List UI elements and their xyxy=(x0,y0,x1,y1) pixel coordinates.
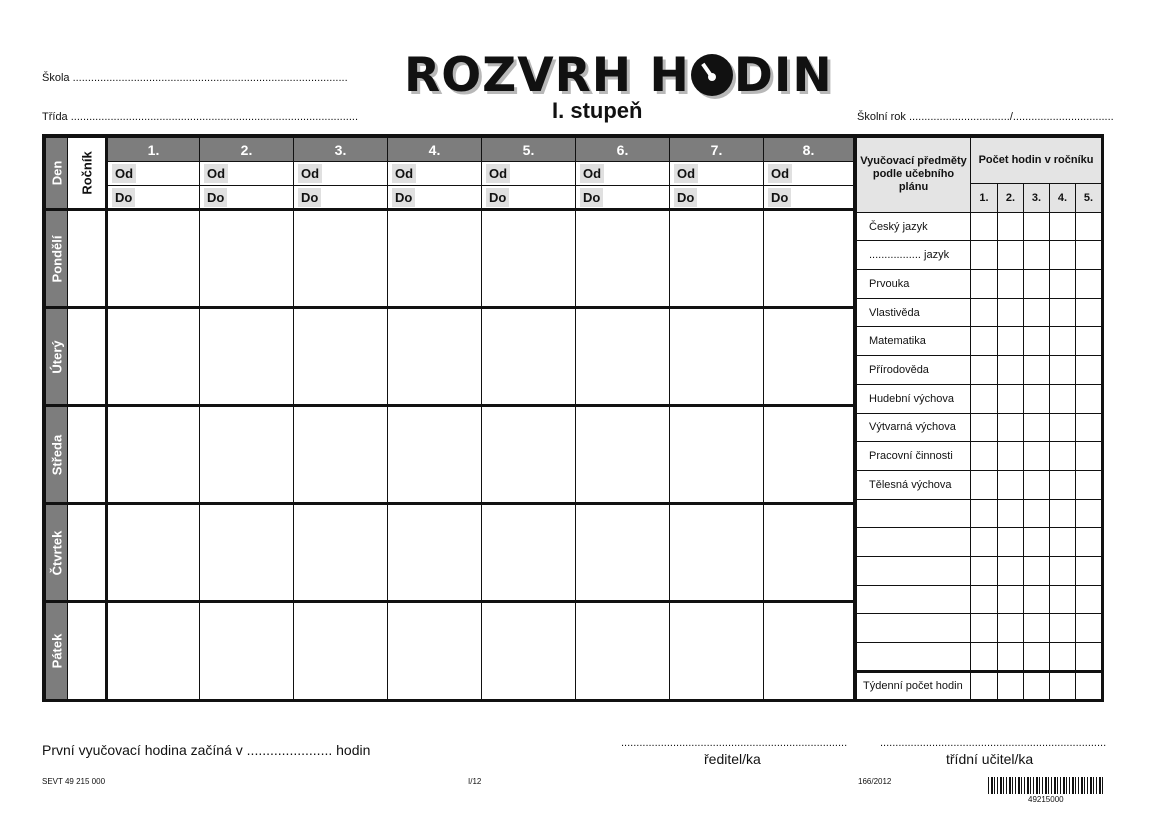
hours-cell[interactable] xyxy=(971,356,998,385)
hours-cell[interactable] xyxy=(1024,356,1050,385)
lesson-cell[interactable] xyxy=(294,504,388,602)
hours-cell[interactable] xyxy=(1024,442,1050,471)
hours-cell[interactable] xyxy=(971,585,998,614)
hours-cell[interactable] xyxy=(971,614,998,643)
period-5: 5. xyxy=(482,138,576,162)
hours-cell[interactable] xyxy=(998,413,1024,442)
hours-cell[interactable] xyxy=(998,442,1024,471)
hours-cell[interactable] xyxy=(1050,270,1076,299)
to-cell[interactable]: Do xyxy=(107,186,200,210)
day-label-wednesday: Středa xyxy=(46,406,68,504)
weekly-total-label: Týdenní počet hodin xyxy=(857,671,971,700)
hours-cell[interactable] xyxy=(998,327,1024,356)
hours-cell[interactable] xyxy=(998,270,1024,299)
period-7: 7. xyxy=(670,138,764,162)
lesson-cell[interactable] xyxy=(482,602,576,700)
hours-cell[interactable] xyxy=(1076,556,1102,585)
subject-row xyxy=(857,470,1102,499)
hours-cell[interactable] xyxy=(1050,643,1076,672)
hours-cell[interactable] xyxy=(1050,327,1076,356)
hours-cell[interactable] xyxy=(998,470,1024,499)
subject-row xyxy=(857,585,1102,614)
hours-cell[interactable] xyxy=(998,384,1024,413)
school-year-field: Školní rok ................................./................................. xyxy=(857,111,1114,123)
subject-row xyxy=(857,356,1102,385)
hours-cell[interactable] xyxy=(971,384,998,413)
class-field: Třída .............................................................................................. xyxy=(42,111,359,123)
hours-cell[interactable] xyxy=(1076,413,1102,442)
lesson-cell[interactable] xyxy=(764,308,854,406)
subject-name[interactable] xyxy=(857,528,971,557)
lesson-cell[interactable] xyxy=(482,406,576,504)
page-subtitle: I. stupeň xyxy=(552,98,643,123)
hours-cell[interactable] xyxy=(1024,241,1050,270)
grade-cell[interactable] xyxy=(68,602,107,700)
lesson-cell[interactable] xyxy=(294,602,388,700)
hours-cell[interactable] xyxy=(1076,384,1102,413)
subject-name: Prvouka xyxy=(857,270,971,299)
lesson-cell[interactable] xyxy=(576,504,670,602)
subject-row xyxy=(857,212,1102,241)
hours-cell[interactable] xyxy=(1076,356,1102,385)
clock-icon xyxy=(691,54,733,96)
subject-name: ................. jazyk xyxy=(857,241,971,270)
hours-cell[interactable] xyxy=(998,643,1024,672)
to-cell[interactable]: Do xyxy=(200,186,294,210)
subject-row xyxy=(857,614,1102,643)
barcode-number: 49215000 xyxy=(1028,795,1064,804)
first-lesson-line: První vyučovací hodina začíná v ...................... hodin xyxy=(42,742,371,758)
grade-1-header: 1. xyxy=(971,184,998,213)
lesson-cell[interactable] xyxy=(388,210,482,308)
hours-cell[interactable] xyxy=(971,241,998,270)
grade-4-header: 4. xyxy=(1050,184,1076,213)
day-row-monday xyxy=(46,210,854,308)
hours-cell[interactable] xyxy=(1076,241,1102,270)
subject-row xyxy=(857,413,1102,442)
hours-cell[interactable] xyxy=(1024,298,1050,327)
to-cell[interactable]: Do xyxy=(482,186,576,210)
subject-row xyxy=(857,499,1102,528)
from-cell[interactable]: Od xyxy=(482,162,576,186)
lesson-cell[interactable] xyxy=(200,308,294,406)
from-cell[interactable]: Od xyxy=(764,162,854,186)
hours-cell[interactable] xyxy=(1050,241,1076,270)
period-3: 3. xyxy=(294,138,388,162)
grade-cell[interactable] xyxy=(68,406,107,504)
from-cell[interactable]: Od xyxy=(576,162,670,186)
hours-cell[interactable] xyxy=(1076,470,1102,499)
hours-cell[interactable] xyxy=(1076,528,1102,557)
hours-cell[interactable] xyxy=(998,298,1024,327)
subject-row xyxy=(857,384,1102,413)
hours-cell[interactable] xyxy=(1050,356,1076,385)
hours-cell[interactable] xyxy=(971,327,998,356)
from-cell[interactable]: Od xyxy=(670,162,764,186)
hours-cell[interactable] xyxy=(971,499,998,528)
approval-code: 166/2012 xyxy=(858,777,892,786)
subject-name: Matematika xyxy=(857,327,971,356)
day-label-thursday: Čtvrtek xyxy=(46,504,68,602)
hours-cell[interactable] xyxy=(971,298,998,327)
lesson-cell[interactable] xyxy=(764,210,854,308)
title-part-1: ROZVRH H xyxy=(404,48,690,103)
hours-cell[interactable] xyxy=(1024,212,1050,241)
to-cell[interactable]: Do xyxy=(576,186,670,210)
hours-cell[interactable] xyxy=(998,356,1024,385)
lesson-cell[interactable] xyxy=(670,406,764,504)
lesson-cell[interactable] xyxy=(388,406,482,504)
grade-2-header: 2. xyxy=(998,184,1024,213)
hours-cell[interactable] xyxy=(971,528,998,557)
lesson-cell[interactable] xyxy=(107,504,200,602)
lesson-cell[interactable] xyxy=(576,308,670,406)
lesson-cell[interactable] xyxy=(200,602,294,700)
lesson-cell[interactable] xyxy=(388,308,482,406)
subjects-grid xyxy=(853,134,1104,702)
teacher-signature-line: .......................................................................... xyxy=(880,737,1107,749)
lesson-cell[interactable] xyxy=(670,210,764,308)
product-code: SEVT 49 215 000 xyxy=(42,777,106,786)
hours-cell[interactable] xyxy=(1076,614,1102,643)
subject-row xyxy=(857,241,1102,270)
period-1: 1. xyxy=(107,138,200,162)
period-2: 2. xyxy=(200,138,294,162)
hours-cell[interactable] xyxy=(1050,298,1076,327)
hours-cell[interactable] xyxy=(971,270,998,299)
barcode-icon xyxy=(988,777,1104,794)
hours-cell[interactable] xyxy=(1050,499,1076,528)
to-cell[interactable]: Do xyxy=(764,186,854,210)
hours-cell[interactable] xyxy=(1050,585,1076,614)
day-row-tuesday xyxy=(46,308,854,406)
hours-cell[interactable] xyxy=(998,241,1024,270)
hours-cell[interactable] xyxy=(1024,327,1050,356)
lesson-cell[interactable] xyxy=(670,308,764,406)
hours-cell[interactable] xyxy=(971,671,998,700)
hours-cell[interactable] xyxy=(971,212,998,241)
hours-cell[interactable] xyxy=(1050,384,1076,413)
hours-cell[interactable] xyxy=(1024,614,1050,643)
hours-cell[interactable] xyxy=(998,499,1024,528)
hours-cell[interactable] xyxy=(998,212,1024,241)
subject-row xyxy=(857,298,1102,327)
subject-name[interactable] xyxy=(857,643,971,672)
hours-cell[interactable] xyxy=(1050,413,1076,442)
subject-name: Přírodověda xyxy=(857,356,971,385)
subject-name[interactable] xyxy=(857,614,971,643)
hours-cell[interactable] xyxy=(971,442,998,471)
hours-cell[interactable] xyxy=(1050,671,1076,700)
hours-cell[interactable] xyxy=(1024,671,1050,700)
title-part-2: DIN xyxy=(733,48,833,103)
grade-cell[interactable] xyxy=(68,308,107,406)
hours-cell[interactable] xyxy=(1050,528,1076,557)
subject-row xyxy=(857,643,1102,672)
hours-cell[interactable] xyxy=(1076,442,1102,471)
hours-cell[interactable] xyxy=(971,643,998,672)
grade-cell[interactable] xyxy=(68,210,107,308)
hours-cell[interactable] xyxy=(1050,442,1076,471)
day-label-friday: Pátek xyxy=(46,602,68,700)
hours-cell[interactable] xyxy=(998,556,1024,585)
subject-row xyxy=(857,556,1102,585)
lesson-cell[interactable] xyxy=(764,602,854,700)
hours-cell[interactable] xyxy=(1076,298,1102,327)
lesson-cell[interactable] xyxy=(388,504,482,602)
hours-cell[interactable] xyxy=(1076,327,1102,356)
den-header: Den xyxy=(46,138,68,210)
subject-name: Hudební výchova xyxy=(857,384,971,413)
lesson-cell[interactable] xyxy=(107,406,200,504)
hours-cell[interactable] xyxy=(998,671,1024,700)
hours-cell[interactable] xyxy=(1024,384,1050,413)
subject-row xyxy=(857,270,1102,299)
hours-cell[interactable] xyxy=(1024,643,1050,672)
hours-header: Počet hodin v ročníku xyxy=(971,138,1102,184)
hours-cell[interactable] xyxy=(1050,556,1076,585)
hours-cell[interactable] xyxy=(1050,212,1076,241)
to-cell[interactable]: Do xyxy=(294,186,388,210)
subject-row xyxy=(857,528,1102,557)
subjects-header: Vyučovací předměty podle učebního plánu xyxy=(857,138,971,213)
hours-cell[interactable] xyxy=(1024,528,1050,557)
hours-cell[interactable] xyxy=(998,585,1024,614)
period-8: 8. xyxy=(764,138,854,162)
lesson-cell[interactable] xyxy=(200,210,294,308)
hours-cell[interactable] xyxy=(1050,614,1076,643)
hours-cell[interactable] xyxy=(1050,470,1076,499)
hours-cell[interactable] xyxy=(1024,270,1050,299)
from-cell[interactable]: Od xyxy=(107,162,200,186)
to-cell[interactable]: Do xyxy=(388,186,482,210)
subject-name: Pracovní činnosti xyxy=(857,442,971,471)
hours-cell[interactable] xyxy=(1024,413,1050,442)
subject-name[interactable] xyxy=(857,499,971,528)
from-cell[interactable]: Od xyxy=(294,162,388,186)
lesson-cell[interactable] xyxy=(482,210,576,308)
hours-cell[interactable] xyxy=(1076,585,1102,614)
lesson-cell[interactable] xyxy=(482,504,576,602)
lesson-cell[interactable] xyxy=(294,210,388,308)
subject-name: Výtvarná výchova xyxy=(857,413,971,442)
subject-row xyxy=(857,442,1102,471)
hours-cell[interactable] xyxy=(1076,499,1102,528)
weekly-total-row xyxy=(857,671,1102,700)
subject-row xyxy=(857,327,1102,356)
subject-name[interactable] xyxy=(857,585,971,614)
hours-cell[interactable] xyxy=(971,413,998,442)
subject-name: Tělesná výchova xyxy=(857,470,971,499)
hours-cell[interactable] xyxy=(1024,585,1050,614)
subject-name: Český jazyk xyxy=(857,212,971,241)
hours-cell[interactable] xyxy=(971,556,998,585)
grade-cell[interactable] xyxy=(68,504,107,602)
to-cell[interactable]: Do xyxy=(670,186,764,210)
hours-cell[interactable] xyxy=(1076,643,1102,672)
lesson-cell[interactable] xyxy=(764,504,854,602)
day-row-thursday xyxy=(46,504,854,602)
lesson-cell[interactable] xyxy=(576,210,670,308)
hours-cell[interactable] xyxy=(1024,556,1050,585)
hours-cell[interactable] xyxy=(1024,470,1050,499)
lesson-cell[interactable] xyxy=(107,210,200,308)
edition-code: I/12 xyxy=(468,777,482,786)
period-4: 4. xyxy=(388,138,482,162)
lesson-cell[interactable] xyxy=(576,602,670,700)
schedule-grid xyxy=(42,134,856,702)
lesson-cell[interactable] xyxy=(388,602,482,700)
day-row-friday xyxy=(46,602,854,700)
lesson-cell[interactable] xyxy=(670,602,764,700)
lesson-cell[interactable] xyxy=(107,602,200,700)
hours-cell[interactable] xyxy=(971,470,998,499)
lesson-cell[interactable] xyxy=(482,308,576,406)
rocnik-header: Ročník xyxy=(68,138,107,210)
from-cell[interactable]: Od xyxy=(200,162,294,186)
lesson-cell[interactable] xyxy=(107,308,200,406)
period-6: 6. xyxy=(576,138,670,162)
director-signature-line: .......................................................................... xyxy=(621,737,848,749)
hours-cell[interactable] xyxy=(1076,270,1102,299)
lesson-cell[interactable] xyxy=(294,406,388,504)
day-row-wednesday xyxy=(46,406,854,504)
lesson-cell[interactable] xyxy=(200,406,294,504)
hours-cell[interactable] xyxy=(998,614,1024,643)
lesson-cell[interactable] xyxy=(670,504,764,602)
hours-cell[interactable] xyxy=(1076,671,1102,700)
subject-name[interactable] xyxy=(857,556,971,585)
subject-name: Vlastivěda xyxy=(857,298,971,327)
director-label: ředitel/ka xyxy=(704,751,761,767)
hours-cell[interactable] xyxy=(1024,499,1050,528)
lesson-cell[interactable] xyxy=(200,504,294,602)
day-label-tuesday: Úterý xyxy=(46,308,68,406)
lesson-cell[interactable] xyxy=(576,406,670,504)
school-field: Škola .......................................................................................... xyxy=(42,72,348,84)
lesson-cell[interactable] xyxy=(764,406,854,504)
hours-cell[interactable] xyxy=(998,528,1024,557)
day-label-monday: Pondělí xyxy=(46,210,68,308)
lesson-cell[interactable] xyxy=(294,308,388,406)
grade-3-header: 3. xyxy=(1024,184,1050,213)
grade-5-header: 5. xyxy=(1076,184,1102,213)
hours-cell[interactable] xyxy=(1076,212,1102,241)
page-title xyxy=(404,48,833,103)
teacher-label: třídní učitel/ka xyxy=(946,751,1034,767)
from-cell[interactable]: Od xyxy=(388,162,482,186)
